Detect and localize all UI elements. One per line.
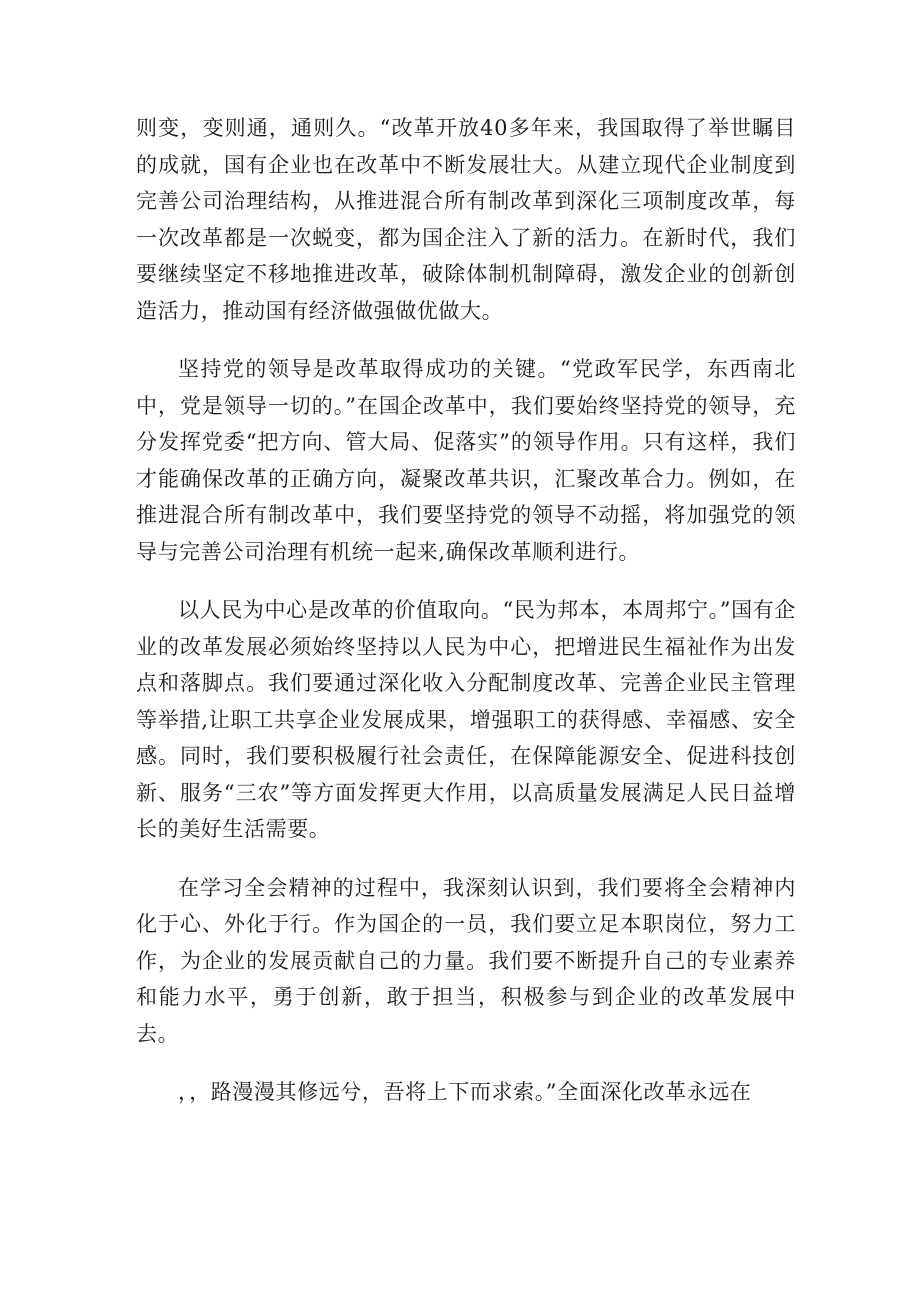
paragraph-3: 以人民为中心是改革的价值取向。“民为邦本，本周邦宁。”国有企业的改革发展必须始终坚持以人民为中心，把增进民生福祉作为出发点和落脚点。我们要通过深化收入分配制度改革、完善企业民主管理等举措,让职工共享企业发展成果，增强职工的获得感、幸福感、安全感。同时，我们要积极履行社会责任，在保障能源安全、促进科技创新、服务“三农”等方面发挥更大作用，以高质量发展满足人民日益增长的美好生活需要。 <box>136 598 797 841</box>
paragraph-1: 则变，变则通，通则久。“改革开放40多年来，我国取得了举世瞩目的成就，国有企业也在改革中不断发展壮大。从建立现代企业制度到完善公司治理结构，从推进混合所有制改革到深化三项制度改革，每一次改革都是一次蜕变，都为国企注入了新的活力。在新时代，我们要继续坚定不移地推进改革，破除体制机制障碍，激发企业的创新创造活力，推动国有经济做强做优做大。 <box>136 116 796 323</box>
paragraph-2: 坚持党的领导是改革取得成功的关键。“党政军民学，东西南北中，党是领导一切的。”在国企改革中，我们要始终坚持党的领导，充分发挥党委“把方向、管大局、促落实”的领导作用。只有这样，我们才能确保改革的正确方向，凝聚改革共识，汇聚改革合力。例如，在推进混合所有制改革中，我们要坚持党的领导不动摇，将加强党的领导与完善公司治理有机统一起来,确保改革顺利进行。 <box>136 357 796 564</box>
document-body <box>136 110 796 1111</box>
paragraph-5: ，，路漫漫其修远兮，吾将上下而求索。”全面深化改革永远在 <box>178 1080 752 1104</box>
paragraph-4: 在学习全会精神的过程中，我深刻认识到，我们要将全会精神内化于心、外化于行。作为国企的一员，我们要立足本职岗位，努力工作，为企业的发展贡献自己的力量。我们要不断提升自己的专业素养和能力水平，勇于创新，敢于担当，积极参与到企业的改革发展中去。 <box>136 875 796 1046</box>
